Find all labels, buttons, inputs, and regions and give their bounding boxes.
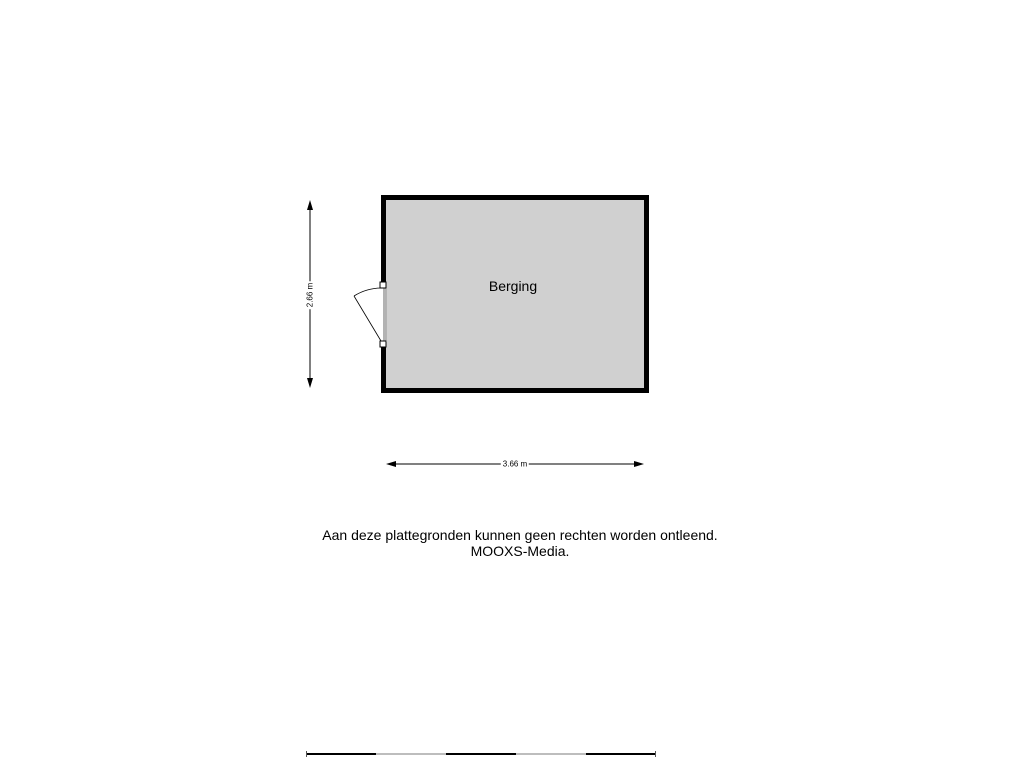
door-jamb-top [380, 282, 386, 288]
disclaimer-credit: MOOXS-Media. [470, 543, 570, 559]
disclaimer-text: Aan deze plattegronden kunnen geen rechten worden ontleend. [322, 527, 718, 543]
height-dimension-label: 2.66 m [305, 282, 315, 308]
door-swing-arc [354, 288, 381, 296]
height-arrow-top [307, 200, 313, 210]
scale-segment [516, 753, 586, 755]
scale-segment [376, 753, 446, 755]
scale-segment [586, 753, 656, 755]
scale-tick [655, 751, 656, 757]
door-jamb-bottom [380, 341, 386, 347]
scale-segment [306, 753, 376, 755]
door-leaf [354, 296, 381, 341]
room-label: Berging [488, 278, 538, 294]
width-arrow-right [634, 461, 644, 467]
height-arrow-bottom [307, 378, 313, 388]
scale-segment [446, 753, 516, 755]
scale-bar [306, 751, 656, 757]
scale-tick [306, 751, 307, 757]
room-floor [381, 195, 649, 393]
width-dimension-label: 3.66 m [502, 459, 528, 469]
disclaimer [0, 527, 1024, 559]
width-arrow-left [386, 461, 396, 467]
